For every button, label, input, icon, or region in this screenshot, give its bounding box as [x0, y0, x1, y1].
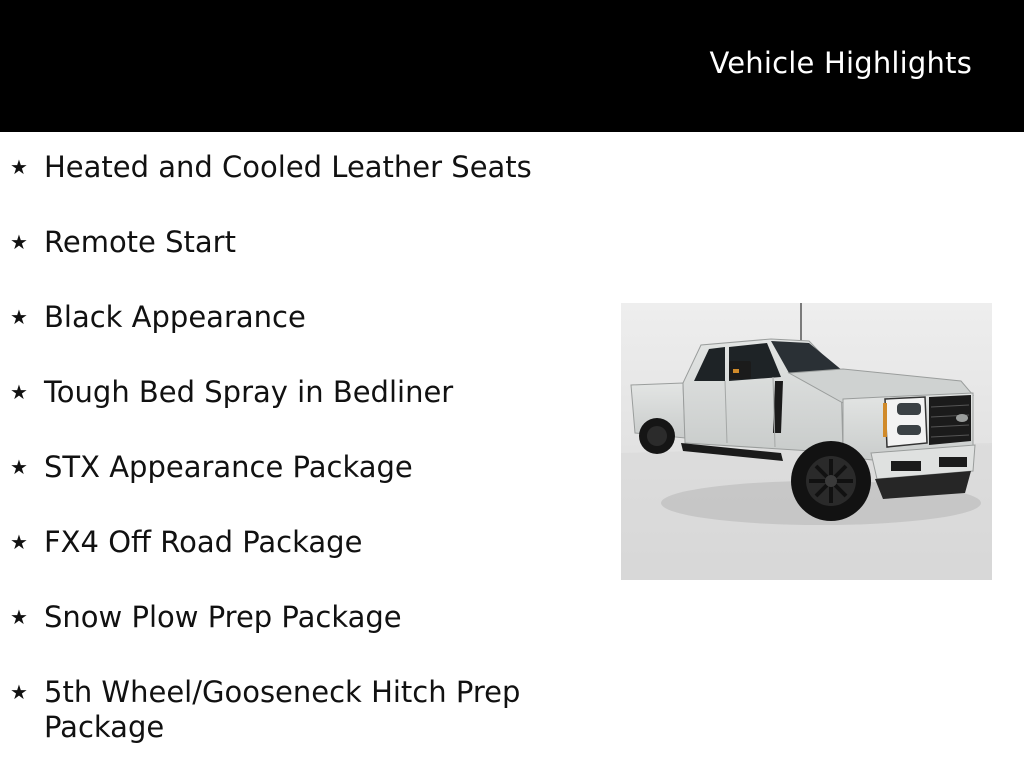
feature-item [0, 225, 580, 300]
feature-item [0, 300, 580, 375]
star-icon: ★ [10, 455, 28, 479]
header-bar [0, 0, 1024, 132]
feature-label: FX4 Off Road Package [44, 525, 363, 559]
star-icon: ★ [10, 530, 28, 554]
feature-label: Snow Plow Prep Package [44, 600, 402, 634]
vehicle-photo [621, 303, 992, 580]
star-icon: ★ [10, 605, 28, 629]
star-icon: ★ [10, 230, 28, 254]
feature-item [0, 150, 580, 225]
pickup-truck-illustration [621, 303, 992, 580]
feature-item [0, 450, 580, 525]
feature-label: Black Appearance [44, 300, 306, 334]
feature-label: STX Appearance Package [44, 450, 413, 484]
page-title: Vehicle Highlights [709, 46, 972, 80]
feature-label: Remote Start [44, 225, 236, 259]
feature-item [0, 375, 580, 450]
star-icon: ★ [10, 680, 28, 704]
star-icon: ★ [10, 380, 28, 404]
feature-item [0, 525, 580, 600]
feature-item [0, 675, 580, 765]
feature-label: Tough Bed Spray in Bedliner [44, 375, 454, 409]
feature-list [0, 150, 580, 765]
star-icon: ★ [10, 305, 28, 329]
feature-item [0, 600, 580, 675]
star-icon: ★ [10, 155, 28, 179]
feature-label: 5th Wheel/Gooseneck Hitch Prep Package [44, 675, 521, 744]
feature-label: Heated and Cooled Leather Seats [44, 150, 532, 184]
